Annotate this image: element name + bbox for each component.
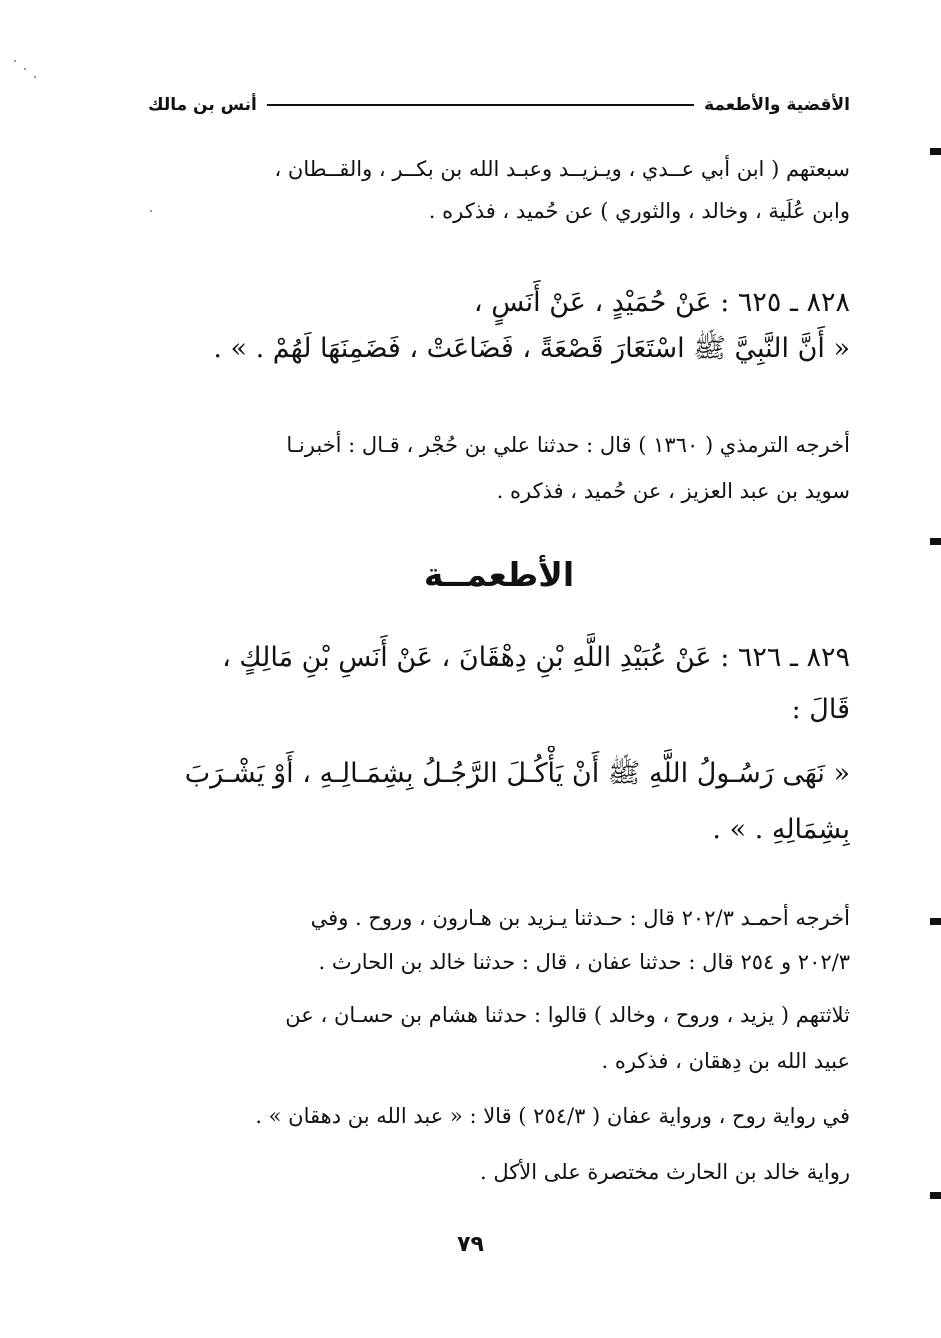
scan-speck [24,68,26,70]
hadith-line: بِشِمَالِهِ . » . [712,814,850,845]
paragraph-khalid [148,1150,850,1194]
hadith-line: ٨٢٩ ـ ٦٢٦ : عَنْ عُبَيْدِ اللَّهِ بْنِ دِهْقَانَ ، عَنْ أَنَسِ بْنِ مَالِكٍ ، [222,642,850,673]
scan-speck [14,60,16,62]
header-narrator-title: أنس بن مالك [148,95,257,115]
text-line: وابن عُلَية ، وخالد ، والثوري ) عن حُميد ، فذكره . [428,199,850,223]
text-line: ٢٠٢/٣ و ٢٥٤ قال : حدثنا عفان ، قال : حدثنا خالد بن الحارث . [318,950,850,974]
text-line: في رواية روح ، ورواية عفان ( ٢٥٤/٣ ) قالا : « عبد الله بن دهقان » . [255,1104,850,1128]
scan-edge-mark [930,538,941,545]
scan-speck [34,76,36,78]
scan-speck [150,210,152,212]
header-chapter-title: الأقضية والأطعمة [704,95,850,115]
hadith-828 [148,280,850,372]
text-line: رواية خالد بن الحارث مختصرة على الأكل . [480,1160,850,1184]
paragraph-ahmad [148,896,850,984]
text-line: سبعتهم ( ابن أبي عــدي ، ويـزيــد وعبـد الله بن بكــر ، والقــطان ، [274,157,850,181]
text-line: سويد بن عبد العزيز ، عن حُميد ، فذكره . [496,479,850,503]
hadith-line: ٨٢٨ ـ ٦٢٥ : عَنْ حُمَيْدٍ ، عَنْ أَنَسٍ ، [473,287,850,318]
text-line: ثلاثتهم ( يزيد ، وروح ، وخالد ) قالوا : حدثنا هشام بن حسـان ، عن [285,1003,850,1027]
hadith-line: « أَنَّ النَّبِيَّ ﷺ اسْتَعَارَ قَصْعَةً ، فَضَاعَتْ ، فَضَمِنَهَا لَهُمْ . » . [213,333,850,364]
hadith-line: قَالَ : [791,694,850,725]
text-line: أخرجه الترمذي ( ١٣٦٠ ) قال : حدثنا علي بن حُجْر ، قـال : أخبرنـا [286,433,850,457]
paragraph-tirmidhi [148,422,850,514]
paragraph-three-narrators [148,992,850,1084]
scan-edge-mark [930,148,941,155]
hadith-829-text [148,746,850,858]
text-line: عبيد الله بن دِهقان ، فذكره . [601,1049,850,1073]
running-header [148,88,850,122]
paragraph-narrators [148,148,850,232]
scan-edge-mark [930,1192,941,1199]
section-heading: الأطعمــة [423,555,575,594]
page-number: ٧٩ [457,1232,484,1257]
paragraph-rawh-affan [148,1094,850,1138]
header-rule [267,104,694,106]
hadith-line: « نَهَى رَسُـولُ اللَّهِ ﷺ أَنْ يَأْكُـلَ الرَّجُـلُ بِشِمَـالِـهِ ، أَوْ يَشْـرَبَ [184,758,850,789]
scan-edge-mark [930,918,941,925]
hadith-829-intro [148,632,850,736]
text-line: أخرجه أحمـد ٢٠٢/٣ قال : حـدثنا يـزيد بن هـارون ، وروح . وفي [310,906,850,930]
